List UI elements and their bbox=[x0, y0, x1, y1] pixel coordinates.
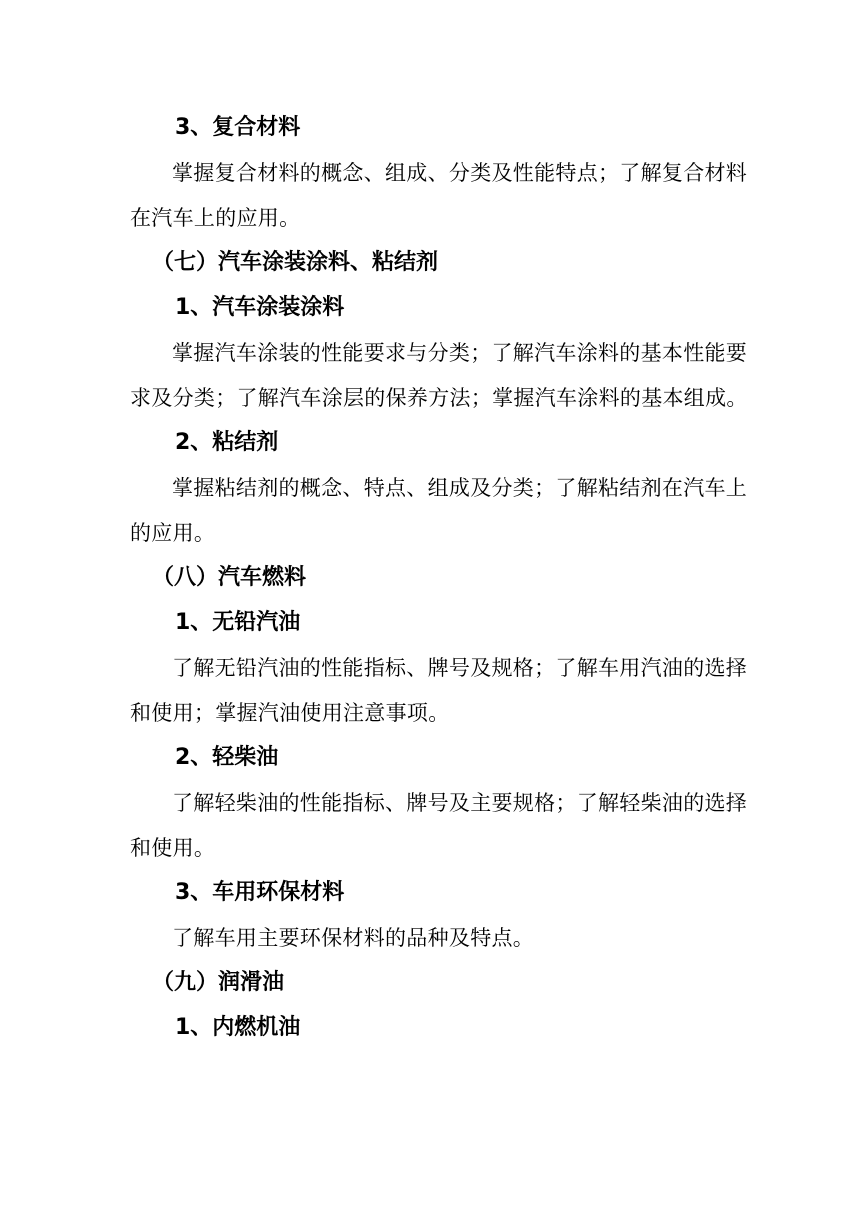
paragraph-eco-materials-line-1: 了解车用主要环保材料的品种及特点。 bbox=[172, 926, 535, 950]
paragraph-coatings-line-1: 掌握汽车涂装的性能要求与分类；了解汽车涂料的基本性能要 bbox=[172, 341, 748, 365]
section-heading-eco-materials: 3、车用环保材料 bbox=[175, 880, 345, 905]
chapter-heading-9: （九）润滑油 bbox=[152, 970, 285, 995]
chapter-heading-8: （八）汽车燃料 bbox=[152, 565, 307, 590]
paragraph-adhesives-line-2: 的应用。 bbox=[130, 521, 216, 545]
section-heading-coatings: 1、汽车涂装涂料 bbox=[175, 295, 345, 320]
section-heading-light-diesel: 2、轻柴油 bbox=[175, 745, 279, 770]
paragraph-coatings-line-2: 求及分类；了解汽车涂层的保养方法；掌握汽车涂料的基本组成。 bbox=[130, 386, 748, 410]
paragraph-diesel-line-1: 了解轻柴油的性能指标、牌号及主要规格；了解轻柴油的选择 bbox=[172, 791, 748, 815]
paragraph-composite-line-2: 在汽车上的应用。 bbox=[130, 206, 301, 230]
paragraph-adhesives-line-1: 掌握粘结剂的概念、特点、组成及分类；了解粘结剂在汽车上 bbox=[172, 476, 748, 500]
paragraph-diesel-line-2: 和使用。 bbox=[130, 836, 216, 860]
paragraph-composite-line-1: 掌握复合材料的概念、组成、分类及性能特点；了解复合材料 bbox=[172, 161, 748, 185]
section-heading-composite-materials: 3、复合材料 bbox=[175, 115, 301, 140]
paragraph-gasoline-line-1: 了解无铅汽油的性能指标、牌号及规格；了解车用汽油的选择 bbox=[172, 656, 748, 680]
section-heading-unleaded-gasoline: 1、无铅汽油 bbox=[175, 610, 301, 635]
paragraph-gasoline-line-2: 和使用；掌握汽油使用注意事项。 bbox=[130, 701, 450, 725]
section-heading-engine-oil: 1、内燃机油 bbox=[175, 1015, 301, 1040]
chapter-heading-7: （七）汽车涂装涂料、粘结剂 bbox=[152, 250, 439, 275]
section-heading-adhesives: 2、粘结剂 bbox=[175, 430, 279, 455]
